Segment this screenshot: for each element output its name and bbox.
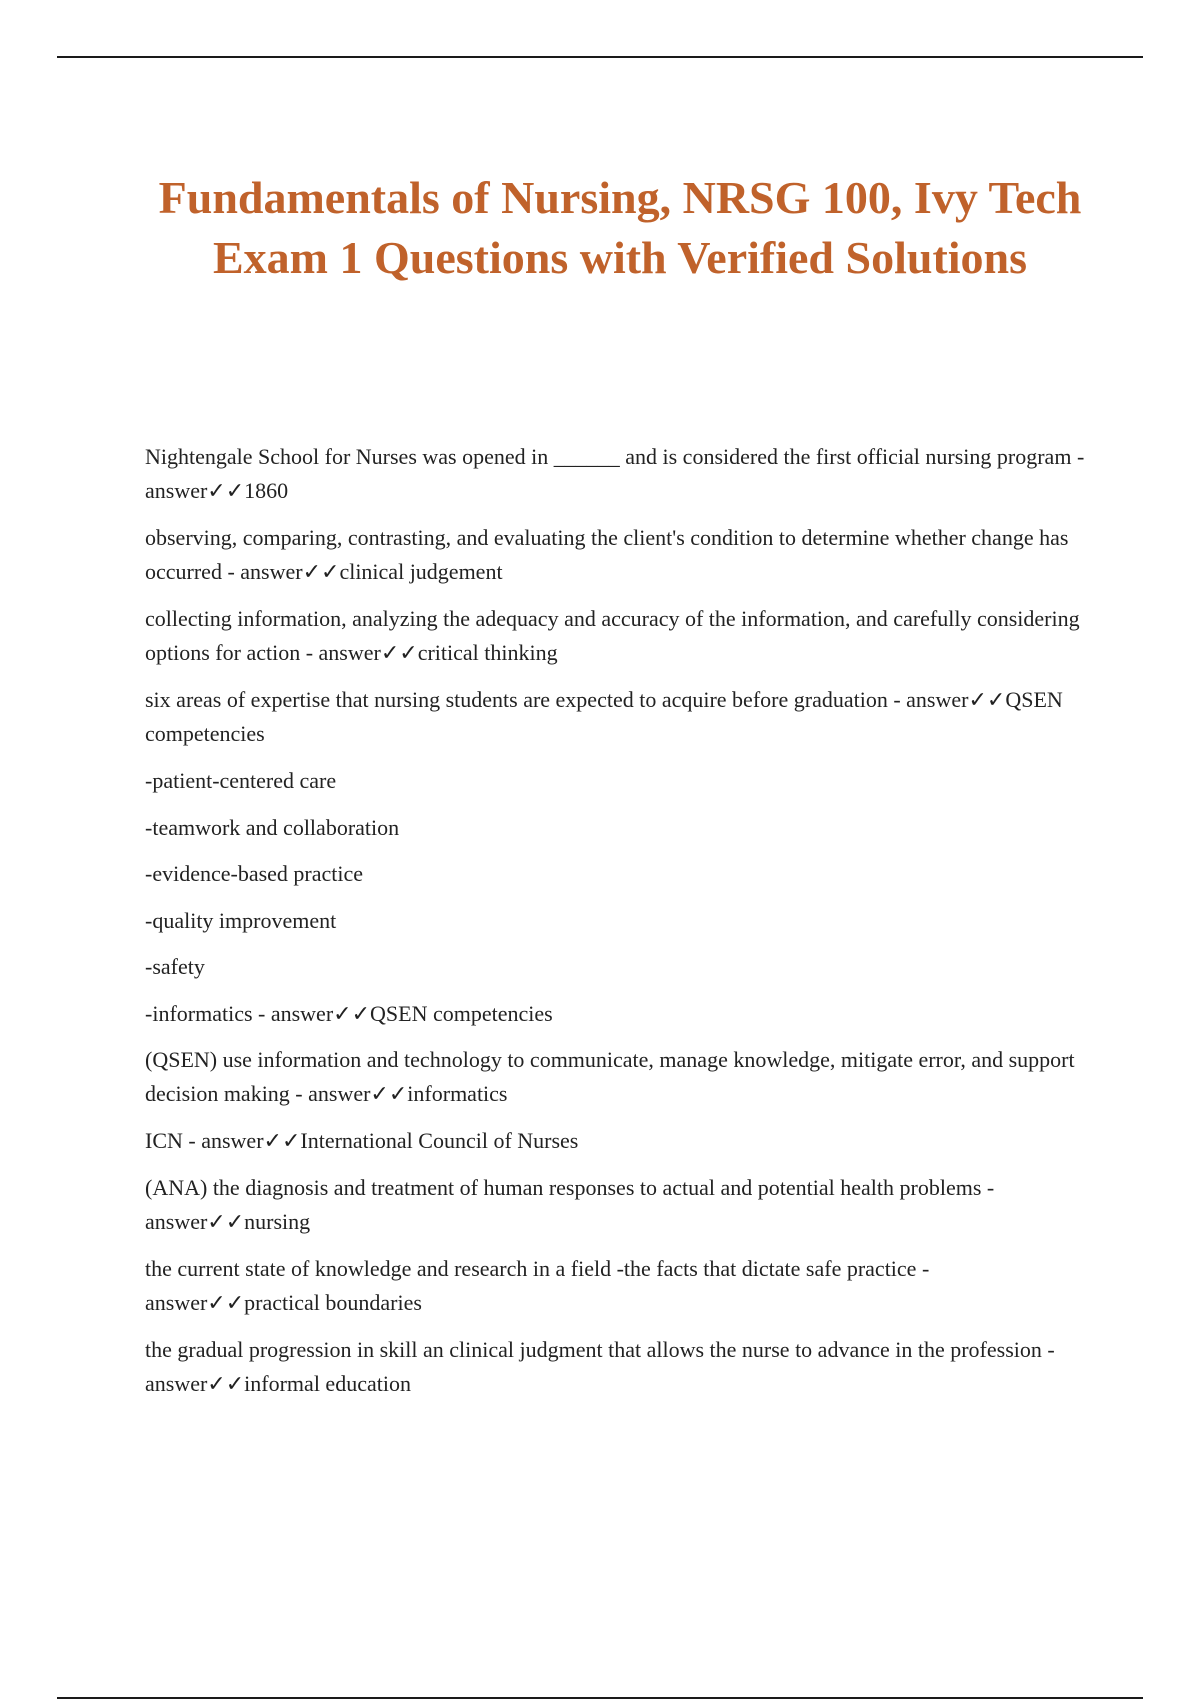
qa-entry-1: Nightengale School for Nurses was opened in ______ and is considered the first official nursing program - answer✓✓1860 [145, 444, 1085, 503]
qsen-item-teamwork: -teamwork and collaboration [145, 814, 400, 840]
qa-entry-4: six areas of expertise that nursing students are expected to acquire before graduation - answer✓✓QSEN competencies [145, 687, 1063, 746]
qsen-item-evidence-based-practice: -evidence-based practice [145, 861, 364, 886]
qa-entry-practical-boundaries: the current state of knowledge and research in a field -the facts that dictate safe practice - answer✓✓practical boundaries [145, 1255, 930, 1315]
qa-entry-informal-education: the gradual progression in skill an clinical judgment that allows the nurse to advance in the profession - answer✓✓informal education [145, 1336, 1055, 1396]
qa-entry-informatics: (QSEN) use information and technology to communicate, manage knowledge, mitigate error, and support decision making - answer✓✓informatics [145, 1047, 1075, 1106]
qsen-item-informatics: -informatics - answer✓✓QSEN competencies [145, 1000, 553, 1026]
document-title: Fundamentals of Nursing, NRSG 100, Ivy Tech Exam 1 Questions with Verified Solutions [158, 172, 1082, 283]
qa-entry-2: observing, comparing, contrasting, and evaluating the client's condition to determine whether change has occurred - answer✓✓clinical judgement [145, 525, 1069, 584]
qa-list [145, 440, 1090, 1414]
qsen-item-quality-improvement: -quality improvement [145, 907, 337, 933]
qa-entry-3: collecting information, analyzing the adequacy and accuracy of the information, and carefully considering options for action - answer✓✓critical thinking [145, 606, 1080, 665]
bottom-rule [57, 1697, 1143, 1699]
qsen-item-patient-centered-care: -patient-centered care [145, 768, 337, 793]
top-rule [57, 56, 1143, 58]
qa-entry-nursing: (ANA) the diagnosis and treatment of human responses to actual and potential health problems - answer✓✓nursing [145, 1174, 995, 1234]
qa-entry-icn: ICN - answer✓✓International Council of Nurses [145, 1128, 579, 1153]
qsen-item-safety: -safety [145, 954, 205, 979]
